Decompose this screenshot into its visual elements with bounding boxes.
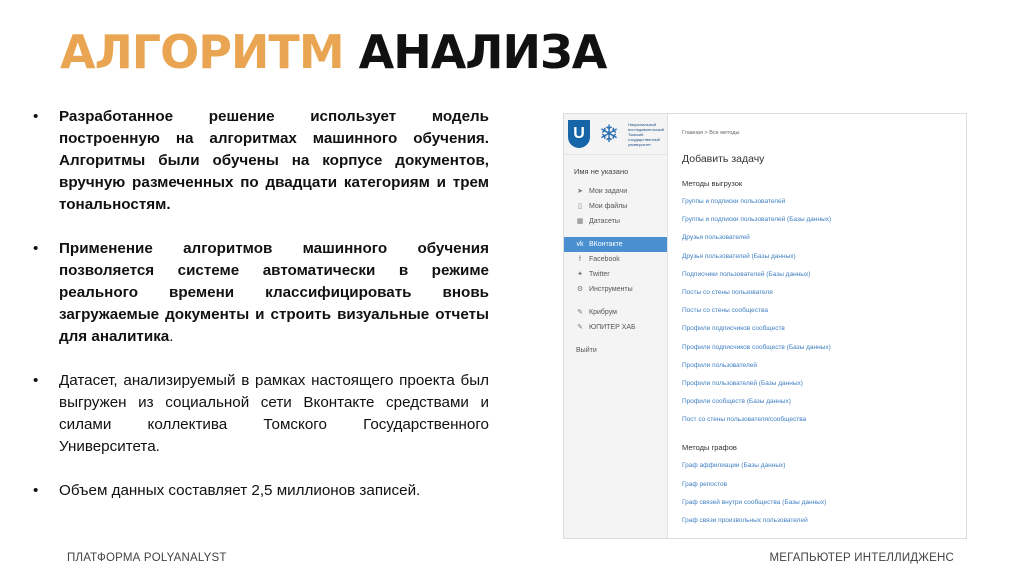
file-icon: ▯ [578,203,582,210]
method-link[interactable]: Друзья пользователей [682,234,750,242]
method-link[interactable]: Группы и подписки пользователей [682,198,786,205]
method-link[interactable]: Подписчики пользователей (Базы данных) [682,270,811,278]
vk-icon: vk [576,241,584,248]
method-link[interactable]: Граф аффилиации (Базы данных) [682,462,786,470]
table-icon: ▦ [576,218,584,225]
nav-separator [564,297,667,305]
method-link[interactable]: Профили пользователей [682,361,757,369]
twitter-icon: ✦ [577,271,583,278]
sidebar-item-vkontakte[interactable]: vk ВКонтакте [564,237,667,252]
sidebar-nav [564,184,667,358]
section-heading-graphs: Методы графов [682,443,737,453]
method-link[interactable]: Профили подписчиков сообществ (Базы данных) [682,343,831,351]
bullet-item: • Разработанное решение использует модель построенную на алгоритмах машинного обучения. Алгоритмы были обучены на корпусе документов, вручную размеченных по двадцати категориям и трем тональностям. [33,108,489,213]
snowflake-logo-icon: ❄ [598,120,620,148]
bullet-dot-icon: • [33,108,39,125]
method-link[interactable]: Граф репостов [682,480,728,488]
method-link[interactable]: Граф связи произвольных пользователей [682,517,808,524]
university-logo-icon: U [568,120,590,148]
title-accent: АЛГОРИТМ [60,25,344,79]
sidebar-item-tools[interactable]: ⚙ Инструменты [564,282,667,297]
method-link[interactable]: Друзья пользователей (Базы данных) [682,252,796,260]
bullet-item: • Объем данных составляет 2,5 миллионов записей. [33,480,489,502]
graph-methods-list [682,457,966,530]
bullet-dot-icon: • [33,372,39,389]
sidebar-item-twitter[interactable]: ✦ Twitter [564,267,667,282]
method-link[interactable]: Граф связей внутри сообщества (Базы данных) [682,498,827,506]
bullet-item: • Применение алгоритмов машинного обучения позволяется системе автоматически в режиме реального времени классифицировать вновь загружаемые документы и строить визуальные отчеты для аналитика. [33,240,489,345]
facebook-icon: f [579,256,581,263]
title-rest: АНАЛИЗА [358,25,607,79]
method-link[interactable]: Группы и подписки пользователей (Базы данных) [682,216,832,224]
sidebar-item-jupiter-hub[interactable]: ✎ ЮПИТЕР ХАБ [564,320,667,335]
edit-icon: ✎ [577,309,583,316]
method-link[interactable]: Посты со стены сообщества [682,307,768,315]
user-name[interactable]: Имя не указано [574,167,629,176]
nav-separator [564,335,667,343]
logo-text: Национальный исследовательский Томский государственный университет [628,121,664,147]
logo [564,114,667,155]
method-link[interactable]: Пост со стены пользователя/сообщества [682,416,807,424]
footer-right: МЕГАПЬЮТЕР ИНТЕЛЛИДЖЕНС [769,552,954,564]
bullet-dot-icon: • [33,482,39,499]
method-link[interactable]: Профили пользователей (Базы данных) [682,379,803,387]
bullet-dot-icon: • [33,240,39,257]
sidebar-item-datasets[interactable]: ▦ Датасеты [564,214,667,229]
edit-icon: ✎ [577,324,583,331]
sidebar-item-kribrum[interactable]: ✎ Крибрум [564,305,667,320]
method-link[interactable]: Посты со стены пользователя [682,288,773,296]
slide-title [60,22,606,82]
sidebar-item-tasks[interactable]: ➤ Мои задачи [564,184,667,199]
method-link[interactable]: Профили сообществ (Базы данных) [682,398,791,406]
send-icon: ➤ [577,188,583,195]
bullet-item: • Датасет, анализируемый в рамках настоящего проекта был выгружен из социальной сети Вконтакте средствами и силами коллектива Томского Государственного Университета. [33,372,489,455]
app-screenshot [563,113,967,539]
bullet-list [33,106,489,524]
breadcrumb[interactable]: Главная > Все методы [682,130,740,136]
page-heading: Добавить задачу [682,153,765,165]
sidebar-item-logout[interactable]: Выйти [576,347,597,354]
sidebar-item-files[interactable]: ▯ Мои файлы [564,199,667,214]
download-methods-list [682,193,966,429]
section-heading-downloads: Методы выгрузок [682,179,743,188]
tools-icon: ⚙ [576,286,584,293]
nav-separator [564,229,667,237]
method-link[interactable]: Профили подписчиков сообществ [682,325,785,333]
main-panel [682,114,966,538]
sidebar [564,114,668,538]
footer-left: ПЛАТФОРМА POLYANALYST [67,552,227,564]
sidebar-item-facebook[interactable]: f Facebook [564,252,667,267]
